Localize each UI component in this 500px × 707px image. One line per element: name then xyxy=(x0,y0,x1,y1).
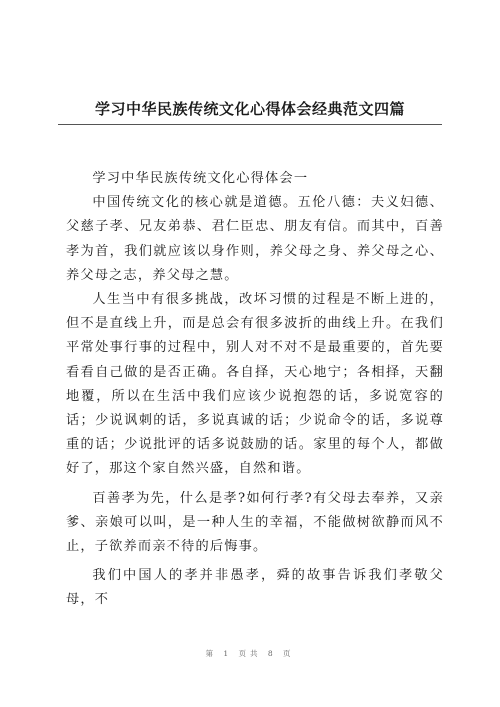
document-title: 学习中华民族传统文化心得体会经典范文四篇 xyxy=(94,100,405,118)
paragraph: 百善孝为先，什么是孝?如何行孝?有父母去奉养，又亲爹、亲娘可以叫，是一种人生的幸福，不能做树欲静而风不止，子欲养而亲不待的后悔事。 xyxy=(66,490,444,555)
page-footer: 第 1 页共 8 页 xyxy=(205,649,295,658)
section-subtitle: 学习中华民族传统文化心得体会一 xyxy=(92,171,309,186)
paragraph: 人生当中有很多挑战，改坏习惯的过程是不断上进的，但不是直线上升，而是总会有很多波折的曲线上升。在我们平常处事行事的过程中，别人对不对不是最重要的，首先要看看自己做的是否正确。各自择，天心地宁；各相择，天翻地覆，所以在生活中我们应该少说抱怨的话，多说宽容的话；少说讽刺的话，多说真诚的话；少说命令的话，多说尊重的话；少说批评的话多说鼓励的话。家里的每个人，都做好了，那这个家自然兴盛，自然和谐。 xyxy=(66,292,444,477)
paragraph: 中国传统文化的核心就是道德。五伦八德：夫义妇德、父慈子孝、兄友弟恭、君仁臣忠、朋友有信。而其中，百善孝为首，我们就应该以身作则，养父母之身、养父母之心、养父母之志，养父母之慧。 xyxy=(66,195,444,283)
document-body xyxy=(66,167,444,618)
paragraph: 我们中国人的孝并非愚孝，舜的故事告诉我们孝敬父母，不 xyxy=(66,568,444,608)
header-divider xyxy=(58,124,442,125)
